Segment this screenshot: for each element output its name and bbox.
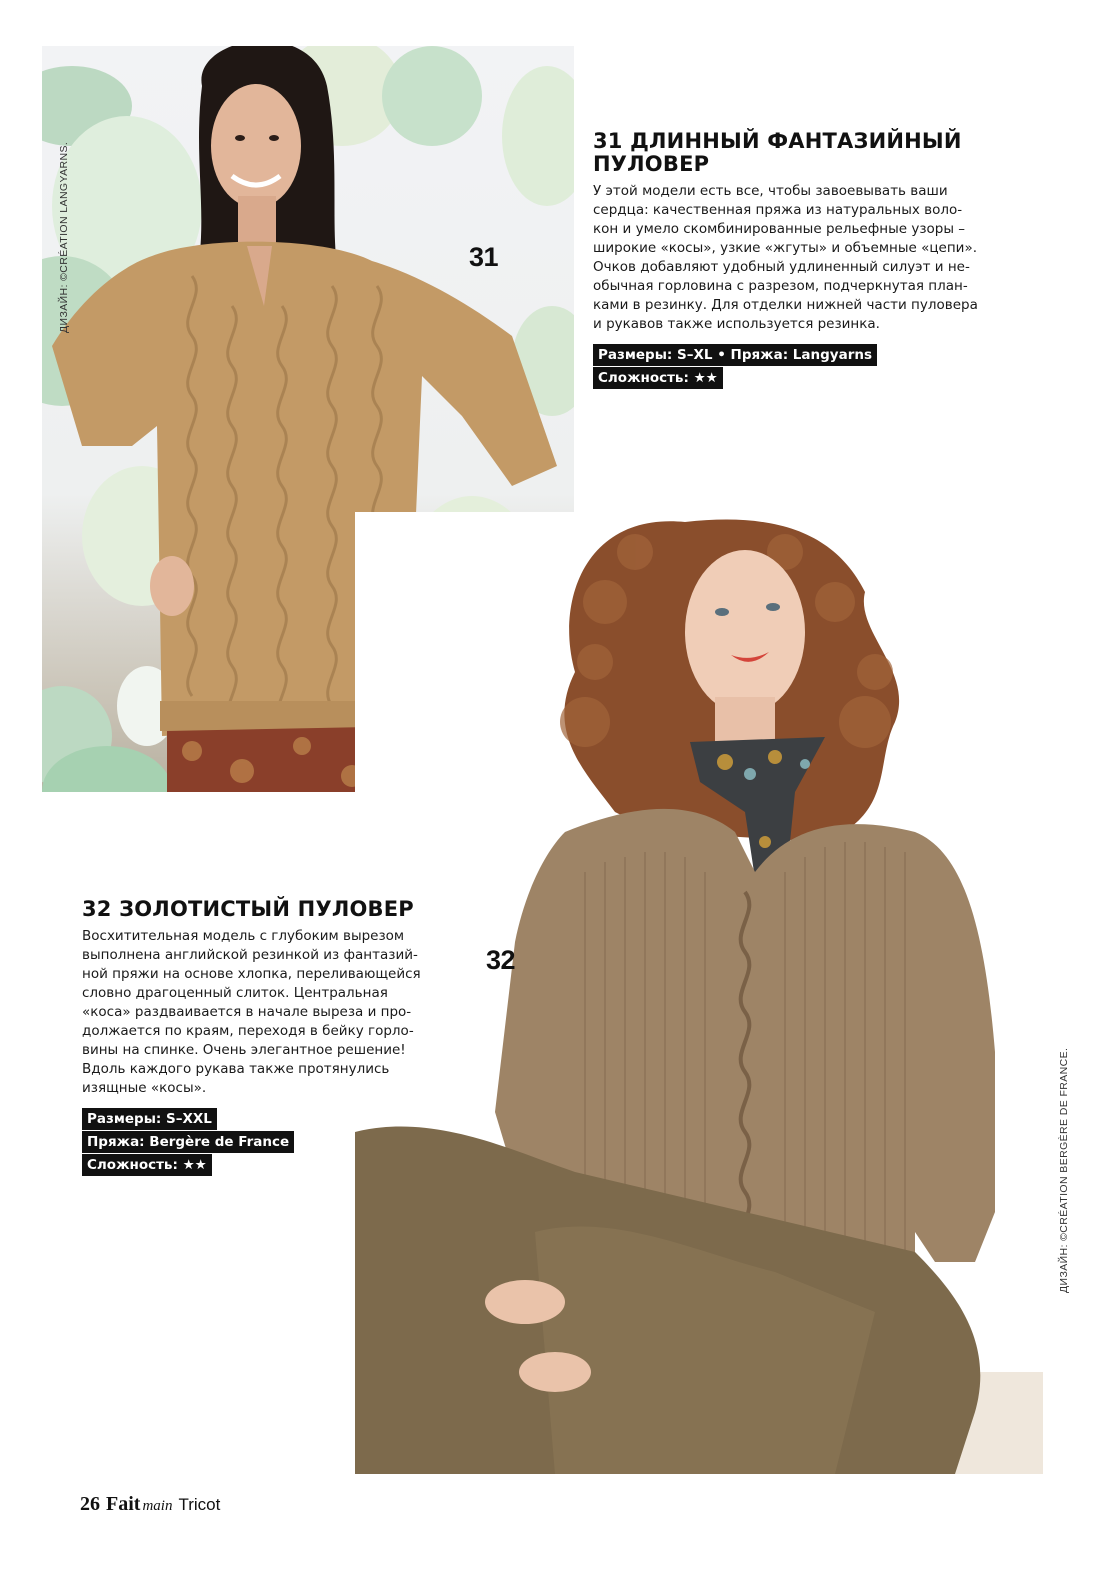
body-line: вины на спинке. Очень элегантное решение! (82, 1042, 406, 1058)
page-footer (80, 1493, 220, 1516)
body-line: обычная горловина с разрезом, подчеркнутая план- (593, 278, 968, 294)
article-32 (82, 898, 462, 1176)
article-32-body (82, 927, 462, 1098)
article-31-body (593, 182, 1013, 334)
body-line: ной пряжи на основе хлопка, переливающейся (82, 966, 421, 982)
body-line: изящные «косы». (82, 1080, 207, 1096)
body-line: У этой модели есть все, чтобы завоевывать ваши (593, 183, 948, 199)
article-31-heading: 31 ДЛИННЫЙ ФАНТАЗИЙНЫЙ ПУЛОВЕР (593, 129, 962, 176)
body-line: и рукавов также используется резинка. (593, 316, 880, 332)
spec-tag: Пряжа: Bergère de France (82, 1131, 294, 1153)
page-number: 26 (80, 1493, 100, 1515)
body-line: широкие «косы», узкие «жгуты» и объемные «цепи». (593, 240, 978, 256)
body-line: должается по краям, переходя в бейку горло- (82, 1023, 414, 1039)
body-line: выполнена английской резинкой из фантазий- (82, 947, 418, 963)
article-32-heading: 32 ЗОЛОТИСТЫЙ ПУЛОВЕР (82, 897, 414, 921)
body-line: Очков добавляют удобный удлиненный силуэт и не- (593, 259, 970, 275)
brand-logo-main: main (142, 1498, 173, 1514)
spec-tag: Размеры: S–XXL (82, 1108, 217, 1130)
article-31 (593, 130, 1013, 389)
spec-tag: Сложность: ★★ (82, 1154, 212, 1176)
body-line: словно драгоценный слиток. Центральная (82, 985, 388, 1001)
spec-tag: Сложность: ★★ (593, 367, 723, 389)
article-32-tags (82, 1108, 462, 1176)
article-31-tags (593, 344, 1013, 389)
body-line: Вдоль каждого рукава также протянулись (82, 1061, 390, 1077)
brand-logo-tricot: Tricot (178, 1495, 221, 1514)
body-line: Восхитительная модель с глубоким вырезом (82, 928, 405, 944)
body-line: сердца: качественная пряжа из натуральных воло- (593, 202, 963, 218)
body-line: ками в резинку. Для отделки нижней части пуловера (593, 297, 978, 313)
photo-credit-32: ДИЗАЙН: ©CRÉATION BERGÈRE DE FRANCE. (1058, 1047, 1070, 1293)
body-line: кон и умело скомбинированные рельефные узоры – (593, 221, 966, 237)
spec-tag: Размеры: S–XL • Пряжа: Langyarns (593, 344, 877, 366)
body-line: «коса» раздваивается в начале выреза и про- (82, 1004, 412, 1020)
model-number-31: 31 (469, 242, 499, 272)
brand-logo-fait: Fait (106, 1493, 141, 1515)
photo-credit-31: ДИЗАЙН: ©CRÉATION LANGYARNS. (58, 141, 70, 333)
model-number-32: 32 (486, 945, 516, 975)
